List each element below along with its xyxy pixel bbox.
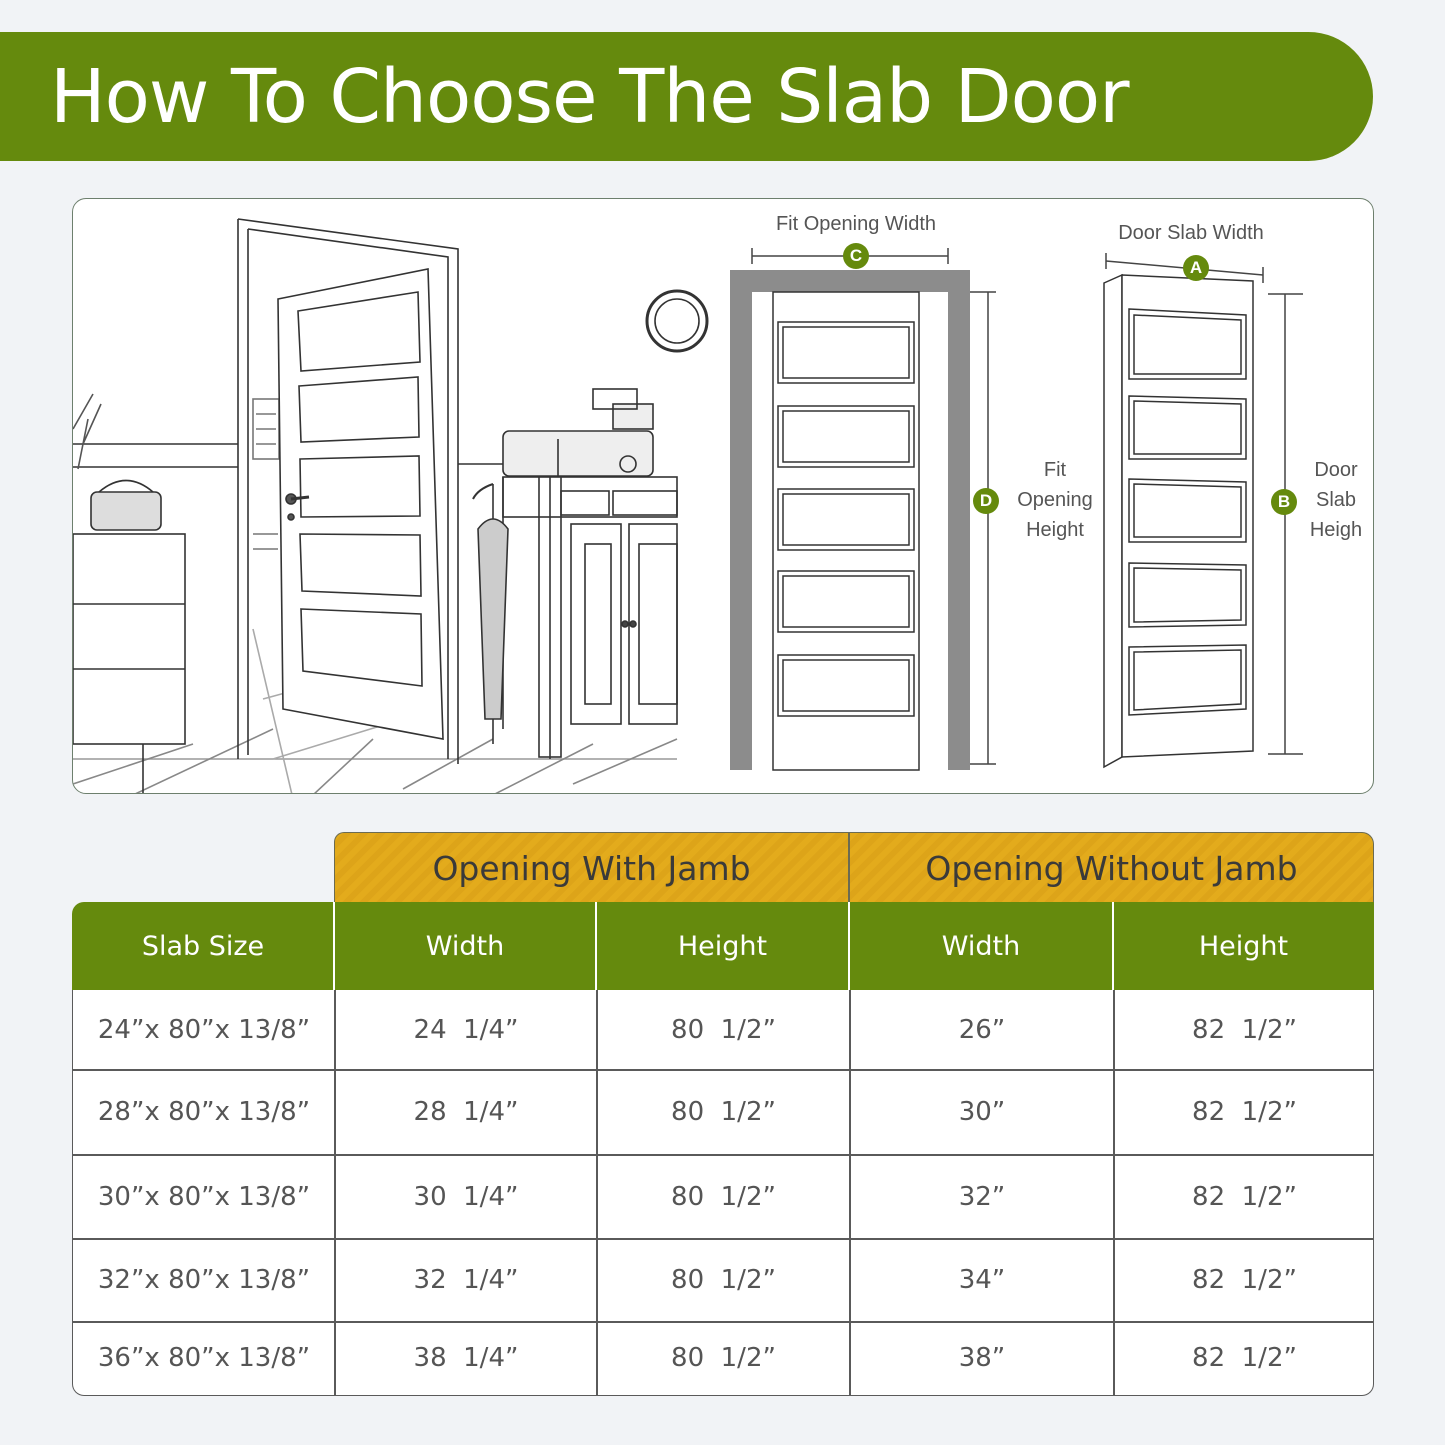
slab-size-cell: 30”x 80”x 13/8” (97, 1182, 311, 1212)
jamb-width-cell: 30 1/4” (413, 1182, 519, 1212)
jamb-height-cell: 80 1/2” (671, 1097, 776, 1127)
illustration-panel (72, 198, 1374, 794)
header-divider (848, 902, 850, 990)
jamb-height-cell: 80 1/2” (671, 1265, 776, 1295)
nojamb-width-cell: 26” (958, 1014, 1006, 1045)
fit-opening-height-line-2: Opening (1017, 489, 1093, 511)
page-title: How To Choose The Slab Door (50, 54, 1129, 140)
door-slab-height-line-2: Slab (1315, 489, 1357, 511)
title-banner (0, 32, 1373, 161)
fit-opening-height-label (1005, 455, 1105, 545)
fit-opening-height-line-1: Fit (1043, 459, 1067, 481)
group-header-without-jamb: Opening Without Jamb (849, 832, 1374, 903)
group-header-with-jamb: Opening With Jamb (334, 832, 849, 903)
jamb-height-cell: 80 1/2” (671, 1182, 776, 1212)
door-with-jamb-diagram (730, 243, 999, 770)
slab-size-cell: 28”x 80”x 13/8” (97, 1097, 311, 1127)
nojamb-width-cell: 34” (958, 1265, 1006, 1295)
illustration-graphics (73, 199, 1374, 794)
nojamb-height-cell: 82 1/2” (1192, 1182, 1297, 1212)
slab-size-cell: 36”x 80”x 13/8” (97, 1343, 311, 1373)
column-header-row (72, 902, 1374, 990)
header-divider (595, 902, 597, 990)
table-row (73, 1239, 1374, 1321)
door-slab-height-line-1: Door (1314, 459, 1358, 481)
nojamb-height-cell: 82 1/2” (1192, 1097, 1297, 1127)
nojamb-width-cell: 32” (958, 1182, 1006, 1212)
header-divider (333, 902, 335, 990)
room-sketch-illustration (73, 219, 707, 794)
nojamb-height-cell: 82 1/2” (1192, 1343, 1297, 1373)
marker-c-label: C (849, 246, 863, 265)
column-header-jamb-width: Width (425, 930, 505, 962)
slab-size-cell: 24”x 80”x 13/8” (97, 1014, 311, 1045)
column-header-slab-size: Slab Size (141, 930, 265, 962)
nojamb-height-cell: 82 1/2” (1192, 1014, 1297, 1045)
jamb-width-cell: 38 1/4” (413, 1343, 519, 1373)
jamb-width-cell: 24 1/4” (413, 1014, 519, 1045)
column-header-nojamb-width: Width (941, 930, 1021, 962)
door-slab-height-line-3: Heigh (1309, 519, 1363, 541)
nojamb-width-cell: 38” (958, 1343, 1006, 1373)
jamb-height-cell: 80 1/2” (671, 1343, 776, 1373)
marker-b-label: B (1277, 492, 1291, 511)
door-slab-height-label (1301, 455, 1371, 545)
table-row (73, 990, 1374, 1069)
table-row (73, 1155, 1374, 1239)
door-slab-width-label: Door Slab Width (1118, 222, 1264, 244)
marker-d-label: D (979, 491, 993, 510)
column-header-nojamb-height: Height (1198, 930, 1289, 962)
nojamb-width-cell: 30” (958, 1097, 1006, 1127)
size-table (72, 832, 1374, 1396)
table-row (73, 1322, 1374, 1394)
fit-opening-height-line-3: Height (1026, 519, 1084, 541)
header-divider (1112, 902, 1114, 990)
jamb-height-cell: 80 1/2” (671, 1014, 776, 1045)
table-row (73, 1070, 1374, 1154)
slab-size-cell: 32”x 80”x 13/8” (97, 1265, 311, 1295)
jamb-width-cell: 28 1/4” (413, 1097, 519, 1127)
table-body (72, 990, 1374, 1396)
jamb-width-cell: 32 1/4” (413, 1265, 519, 1295)
column-header-jamb-height: Height (677, 930, 768, 962)
marker-a-label: A (1189, 258, 1203, 277)
nojamb-height-cell: 82 1/2” (1192, 1265, 1297, 1295)
fit-opening-width-label: Fit Opening Width (775, 213, 937, 235)
